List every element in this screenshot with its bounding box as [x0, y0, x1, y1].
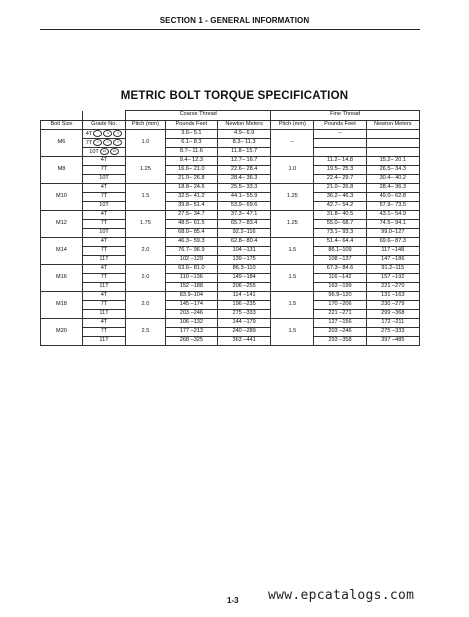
fine-nm-cell: 26.5– 34.3 — [366, 166, 419, 175]
table-row — [41, 328, 420, 337]
grade-label: 4T — [100, 211, 108, 218]
fine-pitch-cell: 1.5 — [271, 319, 314, 346]
grade-cell — [82, 238, 125, 247]
grade-cell — [82, 157, 125, 166]
coarse-lbft-cell: 63.6– 81.0 — [165, 265, 217, 274]
grade-cell — [82, 211, 125, 220]
coarse-lbft-cell: 48.5– 61.5 — [165, 220, 217, 229]
grade-mark-icon: 4 — [113, 130, 122, 137]
fine-nm-cell: 74.5– 94.1 — [366, 220, 419, 229]
col-coarse-lbft: Pounds Feet — [165, 120, 217, 130]
fine-nm-cell: 131 –163 — [366, 292, 419, 301]
grade-label: 4T — [100, 319, 108, 326]
fine-lbft-cell: 73.1– 93.3 — [314, 229, 366, 238]
grade-label: 7T — [100, 220, 108, 227]
grade-label: 7T — [85, 140, 93, 147]
table-row — [41, 292, 420, 301]
grade-label: 10T — [99, 202, 109, 209]
fine-pitch-cell: 1.5 — [271, 238, 314, 265]
coarse-lbft-cell: 8.7– 11.6 — [165, 148, 217, 157]
table-row — [41, 130, 420, 139]
coarse-nm-cell: 65.7– 83.4 — [217, 220, 270, 229]
fine-pitch-cell: 1.5 — [271, 292, 314, 319]
fine-lbft-cell: 108 –137 — [314, 256, 366, 265]
coarse-lbft-cell: 203 –246 — [165, 310, 217, 319]
coarse-nm-cell: 114 –141 — [217, 292, 270, 301]
grade-mark-icon: 4 — [103, 130, 112, 137]
fine-lbft-cell: 55.0– 68.7 — [314, 220, 366, 229]
fine-lbft-cell: 21.0– 26.8 — [314, 184, 366, 193]
fine-lbft-cell: 22.4– 29.7 — [314, 175, 366, 184]
fine-thread-header: Fine Thread — [271, 111, 420, 121]
watermark: www.epcatalogs.com — [268, 588, 415, 603]
coarse-lbft-cell: 3.6– 5.1 — [165, 130, 217, 139]
grade-label: 7T — [100, 328, 108, 335]
table-row — [41, 274, 420, 283]
table-row — [41, 256, 420, 265]
grade-label: 4T — [100, 157, 108, 164]
fine-lbft-cell: 163 –199 — [314, 283, 366, 292]
coarse-lbft-cell: 83.9–104 — [165, 292, 217, 301]
bolt-size-cell: M14 — [41, 238, 83, 265]
grade-label: 10T — [99, 175, 109, 182]
grade-label: 4T — [100, 292, 108, 299]
col-coarse-nm: Newton Meters — [217, 120, 270, 130]
fine-nm-cell — [366, 148, 419, 157]
coarse-nm-cell: 92.2–116 — [217, 229, 270, 238]
fine-lbft-cell: 86.1–109 — [314, 247, 366, 256]
grade-label: 11T — [99, 256, 109, 263]
fine-nm-cell: 397 –485 — [366, 337, 419, 346]
grade-cell — [82, 301, 125, 310]
grade-cell — [82, 265, 125, 274]
fine-nm-cell: 147 –186 — [366, 256, 419, 265]
grade-label: 11T — [99, 337, 109, 344]
fine-lbft-cell: 127 –156 — [314, 319, 366, 328]
grade-label: 4T — [100, 238, 108, 245]
fine-lbft-cell: 203 –246 — [314, 328, 366, 337]
coarse-nm-cell: 22.6– 28.4 — [217, 166, 270, 175]
fine-lbft-cell: 67.3– 84.6 — [314, 265, 366, 274]
coarse-nm-cell: 139 –175 — [217, 256, 270, 265]
table-row — [41, 157, 420, 166]
fine-lbft-cell: 11.2– 14.8 — [314, 157, 366, 166]
coarse-lbft-cell: 46.3– 59.3 — [165, 238, 217, 247]
grade-mark-icon: 7 — [103, 139, 112, 146]
coarse-nm-cell: 25.5– 33.3 — [217, 184, 270, 193]
coarse-nm-cell: 144 –179 — [217, 319, 270, 328]
fine-pitch-cell: 1.25 — [271, 184, 314, 211]
grade-mark-icon: 10 — [100, 148, 109, 155]
coarse-lbft-cell: 268 –325 — [165, 337, 217, 346]
grade-cell — [82, 193, 125, 202]
grade-cell — [82, 328, 125, 337]
coarse-nm-cell: 275 –333 — [217, 310, 270, 319]
fine-nm-cell: 230 –279 — [366, 301, 419, 310]
corner-cell-2 — [82, 111, 125, 121]
fine-nm-cell: 49.0– 62.8 — [366, 193, 419, 202]
grade-label: 10T — [89, 149, 99, 156]
coarse-nm-cell: 4.9– 6.9 — [217, 130, 270, 139]
fine-nm-cell — [366, 139, 419, 148]
grade-cell — [82, 130, 125, 139]
table-row — [41, 310, 420, 319]
table-row — [41, 265, 420, 274]
coarse-lbft-cell: 76.7– 96.9 — [165, 247, 217, 256]
grade-mark-icon: 7 — [113, 139, 122, 146]
grade-cell — [82, 229, 125, 238]
grade-label: 11T — [99, 310, 109, 317]
fine-pitch-cell: – — [271, 130, 314, 157]
grade-cell — [82, 247, 125, 256]
fine-lbft-cell: 116 –142 — [314, 274, 366, 283]
table-row — [41, 301, 420, 310]
coarse-pitch-cell: 2.5 — [126, 319, 166, 346]
coarse-nm-cell: 149 –184 — [217, 274, 270, 283]
fine-lbft-cell: 221 –271 — [314, 310, 366, 319]
grade-cell — [82, 274, 125, 283]
fine-pitch-cell: 1.5 — [271, 265, 314, 292]
fine-lbft-cell: 96.9–120 — [314, 292, 366, 301]
coarse-pitch-cell: 1.25 — [126, 157, 166, 184]
grade-cell — [82, 220, 125, 229]
coarse-lbft-cell: 110 –136 — [165, 274, 217, 283]
fine-lbft-cell: 51.4– 64.4 — [314, 238, 366, 247]
grade-cell — [82, 256, 125, 265]
coarse-nm-cell: 44.1– 55.9 — [217, 193, 270, 202]
coarse-nm-cell: 196 –235 — [217, 301, 270, 310]
table-row — [41, 193, 420, 202]
bolt-size-cell: M18 — [41, 292, 83, 319]
grade-mark-icon: 10 — [110, 148, 119, 155]
table-row — [41, 139, 420, 148]
table-row — [41, 175, 420, 184]
table-row — [41, 238, 420, 247]
grade-label: 7T — [100, 166, 108, 173]
fine-nm-cell: 28.4– 36.3 — [366, 184, 419, 193]
fine-lbft-cell: 36.2– 46.3 — [314, 193, 366, 202]
table-row — [41, 319, 420, 328]
grade-cell — [82, 166, 125, 175]
column-header-row — [41, 120, 420, 130]
fine-nm-cell: 117 –148 — [366, 247, 419, 256]
table-row — [41, 337, 420, 346]
bolt-size-cell: M10 — [41, 184, 83, 211]
coarse-lbft-cell: 177 –213 — [165, 328, 217, 337]
fine-nm-cell: 157 –192 — [366, 274, 419, 283]
coarse-lbft-cell: 68.0– 85.4 — [165, 229, 217, 238]
coarse-pitch-cell: 2.0 — [126, 238, 166, 265]
coarse-nm-cell: 240 –289 — [217, 328, 270, 337]
table-row — [41, 202, 420, 211]
coarse-lbft-cell: 106 –132 — [165, 319, 217, 328]
coarse-thread-header: Coarse Thread — [126, 111, 271, 121]
fine-nm-cell: 15.2– 20.1 — [366, 157, 419, 166]
grade-cell — [82, 283, 125, 292]
coarse-nm-cell: 62.8– 80.4 — [217, 238, 270, 247]
fine-lbft-cell: 31.8– 40.5 — [314, 211, 366, 220]
grade-label: 10T — [99, 229, 109, 236]
corner-cell-1 — [41, 111, 83, 121]
grade-cell — [82, 337, 125, 346]
fine-nm-cell: 172 –211 — [366, 319, 419, 328]
grade-cell — [82, 184, 125, 193]
fine-lbft-cell — [314, 148, 366, 157]
col-fine-lbft: Pounds Feet — [314, 120, 366, 130]
grade-label: 4T — [100, 184, 108, 191]
grade-cell — [82, 175, 125, 184]
coarse-lbft-cell: 18.8– 24.6 — [165, 184, 217, 193]
fine-nm-cell — [366, 130, 419, 139]
coarse-pitch-cell: 2.0 — [126, 265, 166, 292]
grade-cell — [82, 148, 125, 157]
grade-cell — [82, 292, 125, 301]
coarse-lbft-cell: 39.8– 51.4 — [165, 202, 217, 211]
fine-nm-cell: 99.0–127 — [366, 229, 419, 238]
table-row — [41, 229, 420, 238]
grade-mark-icon — [93, 130, 102, 137]
coarse-lbft-cell: 9.4– 12.3 — [165, 157, 217, 166]
coarse-nm-cell: 11.8– 15.7 — [217, 148, 270, 157]
page-number: 1-3 — [227, 596, 239, 605]
col-coarse-pitch: Pitch (mm) — [126, 120, 166, 130]
table-row — [41, 211, 420, 220]
grade-cell — [82, 202, 125, 211]
group-header-row — [41, 111, 420, 121]
table-row — [41, 184, 420, 193]
col-fine-pitch: Pitch (mm) — [271, 120, 314, 130]
fine-nm-cell: 275 –333 — [366, 328, 419, 337]
fine-nm-cell: 57.9– 73.5 — [366, 202, 419, 211]
coarse-nm-cell: 37.3– 47.1 — [217, 211, 270, 220]
coarse-pitch-cell: 2.0 — [126, 292, 166, 319]
coarse-nm-cell: 8.3– 11.3 — [217, 139, 270, 148]
coarse-pitch-cell: 1.5 — [126, 184, 166, 211]
torque-table — [40, 110, 420, 346]
col-fine-nm: Newton Meters — [366, 120, 419, 130]
coarse-pitch-cell: 1.0 — [126, 130, 166, 157]
fine-nm-cell: 91.2–115 — [366, 265, 419, 274]
grade-label: 7T — [100, 247, 108, 254]
bolt-size-cell: M8 — [41, 157, 83, 184]
fine-lbft-cell: 19.5– 25.3 — [314, 166, 366, 175]
coarse-nm-cell: 206 –255 — [217, 283, 270, 292]
grade-mark-icon: 7 — [93, 139, 102, 146]
grade-label: 11T — [99, 283, 109, 290]
fine-nm-cell: 43.1– 54.9 — [366, 211, 419, 220]
bolt-size-cell: M16 — [41, 265, 83, 292]
fine-lbft-cell: – — [314, 130, 366, 139]
fine-lbft-cell: 293 –358 — [314, 337, 366, 346]
fine-nm-cell: 69.6– 87.3 — [366, 238, 419, 247]
grade-label: 4T — [100, 265, 108, 272]
table-row — [41, 166, 420, 175]
fine-lbft-cell — [314, 139, 366, 148]
fine-nm-cell: 299 –368 — [366, 310, 419, 319]
grade-label: 7T — [100, 274, 108, 281]
grade-cell — [82, 310, 125, 319]
grade-label: 7T — [100, 301, 108, 308]
grade-cell — [82, 139, 125, 148]
table-row — [41, 283, 420, 292]
page-title: METRIC BOLT TORQUE SPECIFICATION — [120, 90, 349, 102]
grade-label: 7T — [100, 193, 108, 200]
bolt-size-cell: M12 — [41, 211, 83, 238]
table-row — [41, 148, 420, 157]
header-rule — [40, 29, 420, 30]
table-row — [41, 220, 420, 229]
coarse-nm-cell: 28.4– 36.3 — [217, 175, 270, 184]
coarse-nm-cell: 363 –441 — [217, 337, 270, 346]
coarse-lbft-cell: 16.6– 21.0 — [165, 166, 217, 175]
section-header: SECTION 1 - GENERAL INFORMATION — [159, 16, 310, 25]
coarse-lbft-cell: 6.1– 8.3 — [165, 139, 217, 148]
bolt-size-cell: M6 — [41, 130, 83, 157]
fine-lbft-cell: 170 –206 — [314, 301, 366, 310]
coarse-lbft-cell: 21.0– 26.8 — [165, 175, 217, 184]
coarse-nm-cell: 86.3–110 — [217, 265, 270, 274]
col-grade: Grade No. — [82, 120, 125, 130]
fine-pitch-cell: 1.0 — [271, 157, 314, 184]
coarse-lbft-cell: 152 –188 — [165, 283, 217, 292]
coarse-nm-cell: 104 –131 — [217, 247, 270, 256]
fine-nm-cell: 221 –270 — [366, 283, 419, 292]
coarse-lbft-cell: 27.5– 34.7 — [165, 211, 217, 220]
fine-lbft-cell: 42.7– 54.2 — [314, 202, 366, 211]
table-row — [41, 247, 420, 256]
coarse-lbft-cell: 102 –129 — [165, 256, 217, 265]
coarse-pitch-cell: 1.75 — [126, 211, 166, 238]
coarse-nm-cell: 12.7– 16.7 — [217, 157, 270, 166]
col-bolt-size: Bolt Size — [41, 120, 83, 130]
coarse-lbft-cell: 32.5– 41.2 — [165, 193, 217, 202]
coarse-nm-cell: 53.9– 69.6 — [217, 202, 270, 211]
fine-pitch-cell: 1.25 — [271, 211, 314, 238]
coarse-lbft-cell: 145 –174 — [165, 301, 217, 310]
fine-nm-cell: 30.4– 40.2 — [366, 175, 419, 184]
bolt-size-cell: M20 — [41, 319, 83, 346]
grade-cell — [82, 319, 125, 328]
grade-label: 4T — [85, 131, 93, 138]
